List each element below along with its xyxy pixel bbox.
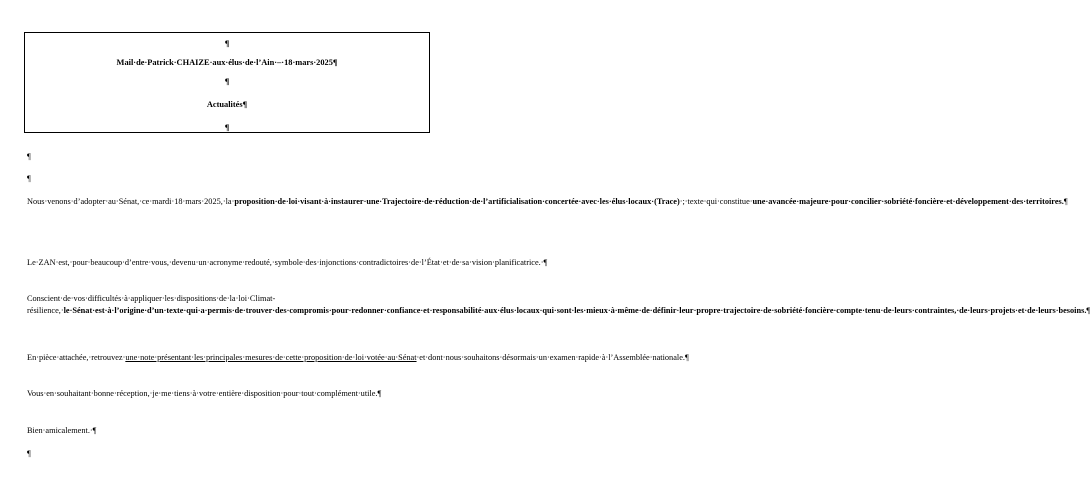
paragraph-text: ·et·dont·nous·souhaitons·désormais·un·examen·rapide·à·l’Assemblée·nationale.¶ [416, 353, 689, 362]
paragraph-senate [27, 293, 1090, 316]
paragraph-text: Conscient·de·vos·difficultés·à·appliquer·les·dispositions·de·la·loi·Climat-résilience,· [27, 294, 276, 315]
empty-paragraph: ¶ [27, 449, 31, 458]
senate-role-bold: le·Sénat·est·à·l’origine·d’un·texte·qui·a·permis·de·trouver·des·compromis·pour·redonner·confiance·et·responsabilité·aux·élus·locaux·qui·sont·les·mieux·à·même·de·définir·leur·propre·trajectoire·de·sobriété·foncière·compte·tenu·de·leurs·contraintes,·de·leurs·projets·et·de·leurs·besoins. [63, 305, 1087, 315]
section-heading: Actualités¶ [206, 100, 248, 109]
bill-benefit-bold: une·avancée·majeure·pour·concilier·sobriété·foncière·et·développement·des·territoires. [752, 197, 1064, 206]
paragraph-text: Nous·venons·d’adopter·au·Sénat,·ce·mardi·18·mars·2025,·la· [27, 197, 235, 206]
paragraph-text: ·;·texte·qui·constitue· [679, 197, 753, 206]
sign-off: Bien·amicalement.·¶ [27, 426, 97, 435]
attachment-note-underlined: une·note·présentant·les·principales·mesures·de·cette·proposition·de·loi·votée·au·Sénat [125, 353, 417, 362]
paragraph-intro [27, 196, 1068, 208]
paragraph-text: En·pièce·attachée,·retrouvez· [27, 353, 126, 362]
paragraph-zan: Le·ZAN·est,·pour·beaucoup·d’entre·vous,·devenu·un·acronyme·redouté,·symbole·des·injonctions·contradictoires·de·l’État·et·de·sa·vision·planificatrice.·¶ [27, 258, 548, 267]
header-empty-paragraph-top: ¶ [224, 39, 230, 48]
paragraph-mark: ¶ [1086, 305, 1090, 315]
mail-title: Mail·de·Patrick·CHAIZE·aux·élus·de·l’Ain·–·18·mars·2025¶ [116, 58, 338, 67]
empty-paragraph: ¶ [27, 152, 31, 161]
empty-paragraph: ¶ [27, 174, 31, 183]
paragraph-mark: ¶ [1063, 197, 1068, 206]
header-empty-paragraph-middle: ¶ [224, 77, 230, 86]
header-box [24, 32, 430, 133]
header-empty-paragraph-bottom: ¶ [224, 123, 230, 132]
bill-title-bold: proposition·de·loi·visant·à·instaurer·une·Trajectoire·de·réduction·de·l’artificialisation·concertée·avec·les·élus·locaux·(Trace) [234, 197, 680, 206]
paragraph-closing: Vous·en·souhaitant·bonne·réception,·je·me·tiens·à·votre·entière·disposition·pour·tout·complément·utile.¶ [27, 389, 382, 398]
paragraph-attachment [27, 352, 689, 364]
